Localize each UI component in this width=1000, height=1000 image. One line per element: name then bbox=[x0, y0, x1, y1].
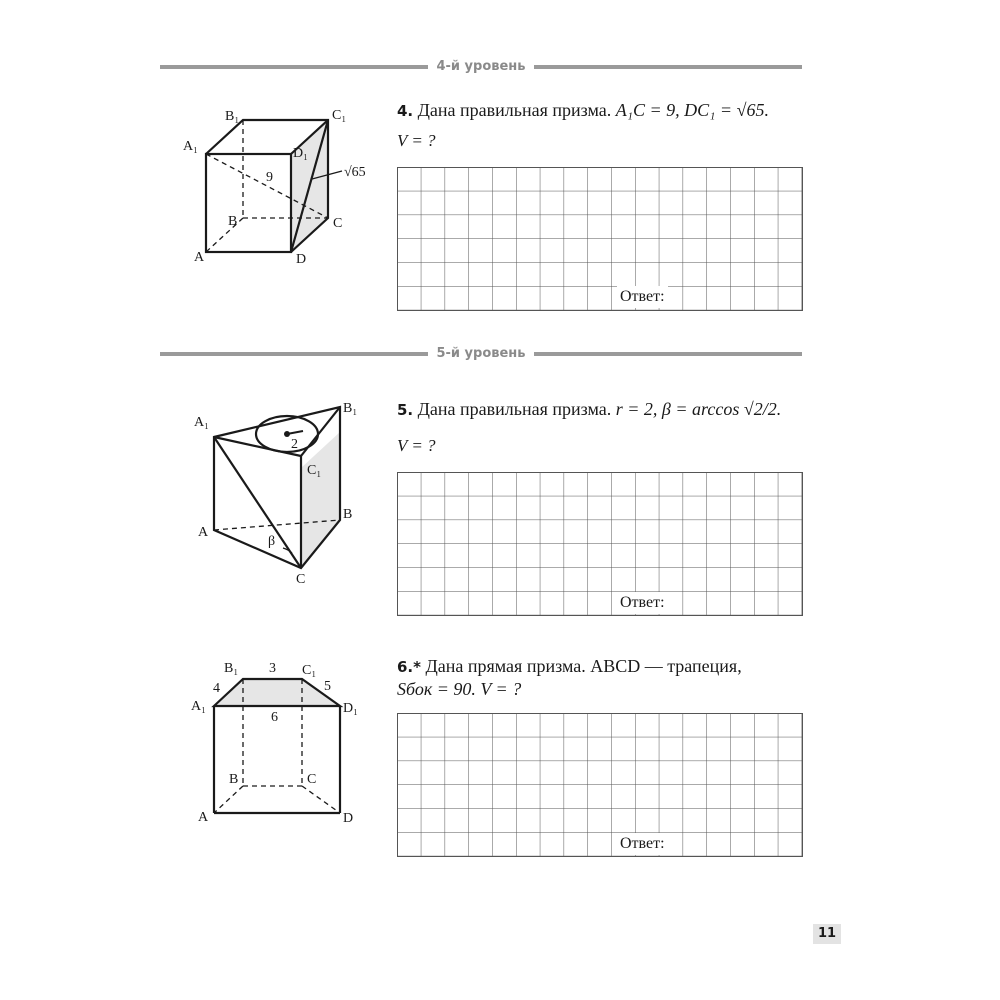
label-right: 5 bbox=[324, 679, 331, 694]
label-C1: C₁ bbox=[332, 108, 347, 123]
label-B: B bbox=[229, 772, 239, 787]
label-D1: D₁ bbox=[343, 701, 358, 716]
answer-label: Ответ: bbox=[617, 592, 668, 614]
level-label: 5-й уровень bbox=[436, 346, 526, 361]
task-5-statement bbox=[397, 398, 807, 455]
task-6-answer-grid[interactable] bbox=[397, 713, 803, 857]
level-label: 4-й уровень bbox=[436, 59, 526, 74]
label-B1: B₁ bbox=[343, 401, 358, 416]
task-condition: A₁C = 9, DC₁ = √65. bbox=[615, 100, 769, 120]
label-radius: 2 bbox=[291, 437, 298, 452]
task-text: Дана правильная призма. bbox=[417, 399, 612, 419]
task-6-figure bbox=[180, 650, 390, 830]
label-top: 3 bbox=[269, 661, 276, 676]
label-C: C bbox=[307, 772, 317, 787]
label-bottom: 6 bbox=[271, 710, 278, 725]
task-text: Дана прямая призма. ABCD — трапеция, bbox=[425, 656, 742, 676]
level-5-header bbox=[160, 344, 802, 364]
label-B: B bbox=[228, 214, 238, 229]
header-rule bbox=[534, 352, 802, 356]
task-number: 5. bbox=[397, 401, 414, 419]
label-C1: C₁ bbox=[302, 663, 317, 678]
header-rule bbox=[160, 352, 428, 356]
task-condition: Sбок = 90. V = ? bbox=[397, 679, 522, 699]
task-question: V = ? bbox=[397, 131, 436, 150]
label-A1: A₁ bbox=[194, 415, 209, 430]
label-C1: C₁ bbox=[307, 463, 322, 478]
label-B1: B₁ bbox=[225, 109, 240, 124]
label-D: D bbox=[296, 252, 307, 267]
header-rule bbox=[160, 65, 428, 69]
page-number: 11 bbox=[813, 924, 841, 944]
label-A: A bbox=[198, 810, 209, 825]
answer-label: Ответ: bbox=[617, 833, 668, 855]
task-text: Дана правильная призма. bbox=[417, 100, 612, 120]
answer-label: Ответ: bbox=[617, 286, 668, 308]
label-A1: A₁ bbox=[191, 699, 206, 714]
label-D1: D₁ bbox=[293, 146, 308, 161]
task-number: 4. bbox=[397, 102, 414, 120]
label-C: C bbox=[333, 216, 343, 231]
label-edge: √65 bbox=[344, 165, 366, 180]
task-4-answer-grid[interactable] bbox=[397, 167, 803, 311]
task-condition: r = 2, β = arccos √2/2. bbox=[615, 399, 782, 419]
label-A: A bbox=[198, 525, 209, 540]
task-4-statement bbox=[397, 99, 807, 150]
task-6-statement bbox=[397, 655, 807, 700]
task-5-figure bbox=[180, 390, 390, 590]
label-left: 4 bbox=[213, 681, 220, 696]
label-B1: B₁ bbox=[224, 661, 239, 676]
task-4-figure bbox=[180, 95, 390, 275]
label-D: D bbox=[343, 811, 354, 826]
label-B: B bbox=[343, 507, 353, 522]
label-C: C bbox=[296, 572, 306, 587]
label-beta: β bbox=[268, 534, 276, 549]
level-4-header bbox=[160, 57, 802, 77]
shaded-face bbox=[301, 432, 340, 568]
label-A: A bbox=[194, 250, 205, 265]
task-number: 6.* bbox=[397, 658, 421, 676]
task-5-answer-grid[interactable] bbox=[397, 472, 803, 616]
header-rule bbox=[534, 65, 802, 69]
task-question: V = ? bbox=[397, 436, 436, 455]
label-A1: A₁ bbox=[183, 139, 198, 154]
label-diagonal: 9 bbox=[266, 170, 273, 185]
